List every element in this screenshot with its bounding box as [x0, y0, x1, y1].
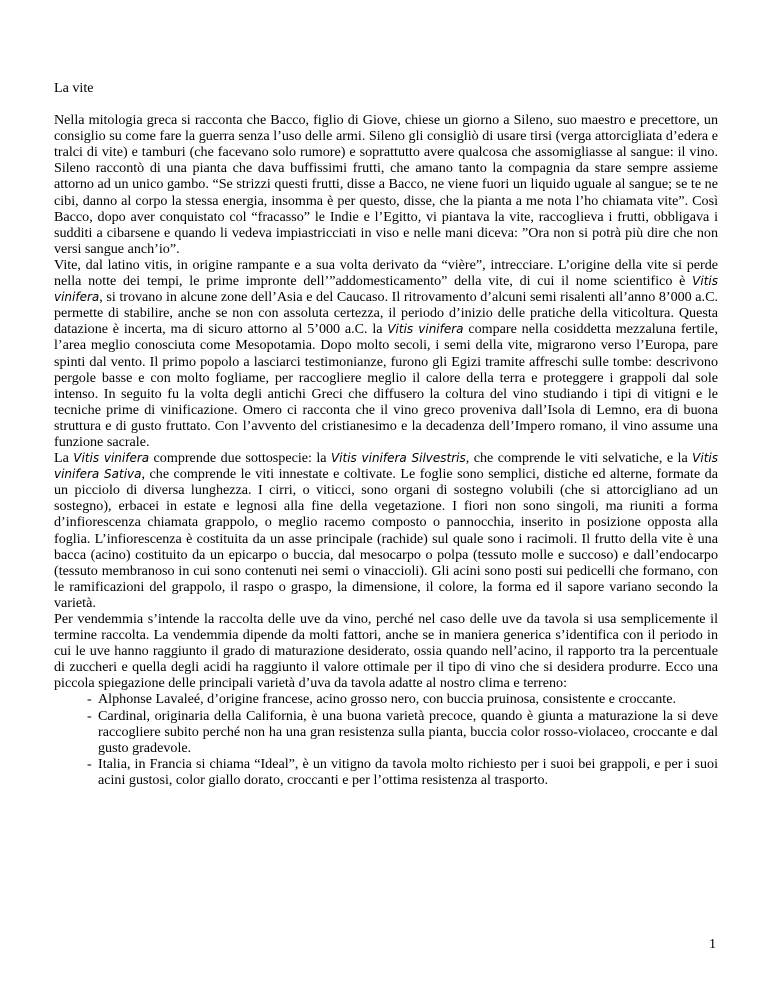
list-item-text: Italia, in Francia si chiama “Ideal”, è un vitigno da tavola molto richiesto per i suoi bei grappoli, e per i suoi acini gustosi, color giallo dorato, croccanti e per l’ottima resistenza al trasporto.	[98, 755, 718, 788]
list-dash: -	[87, 691, 92, 708]
text-span: La	[54, 450, 74, 467]
text-span: , che comprende le viti selvatiche, e la	[465, 450, 693, 467]
list-item-text: Alphonse Lavaleé, d’origine francese, acino grosso nero, con buccia pruinosa, consistente e croccante.	[98, 691, 677, 708]
text-span: , si trovano in alcune zone dell’Asia e del Caucaso. Il ritrovamento d’alcuni semi risalenti all’anno 8’000 a.C. permette di stabilire, anche se non con assoluta certezza, il periodo d’inizio delle pratiche della viticoltura. Questa datazione è incerta, ma di sicuro attorno al 5’000 a.C. la	[54, 289, 718, 338]
document-page	[54, 80, 718, 788]
paragraph-botany	[54, 450, 718, 611]
scientific-name: Vitis vinifera	[73, 451, 150, 466]
scientific-name: Vitis vinifera	[387, 322, 464, 337]
paragraph-origin	[54, 257, 718, 450]
scientific-name: Vitis vinifera Silvestris	[330, 451, 466, 466]
text-span: comprende due sottospecie: la	[149, 450, 331, 467]
text-span: compare nella cosiddetta mezzaluna fertile, l’area meglio conosciuta come Mesopotamia. Dopo molto secoli, i semi della vite, migrarono verso l’Europa, pare spinti dal vento. Il primo popolo a lasciarci testimonianze, furono gli Egizi tramite affreschi sulle tombe: descrivono pergole basse e con molto fogliame, per raccogliere meglio il calore della terra e proteggere i grappoli dal sole intenso. In seguito fu la volta degli antichi Greci che diffusero la coltura del vino studiando i tipi di vitigni e le tecniche prime di vinificazione. Omero ci racconta che il vino greco proveniva dall’Isola di Lemno, era di buona struttura e di gusto fruttato. Con l’avvento del cristianesimo e la decadenza dell’Impero romano, il vino assume una funzione sacrale.	[54, 321, 718, 450]
list-dash: -	[87, 707, 92, 724]
grape-variety-list	[54, 691, 718, 788]
scientific-name: Vitis vinifera	[54, 274, 718, 305]
paragraph-harvest: Per vendemmia s’intende la raccolta delle uve da vino, perché nel caso delle uve da tavola si usa semplicemente il termine raccolta. La vendemmia dipende da molti fattori, anche se in maniera generica s’identifica con il periodo in cui le uve hanno raggiunto il grado di maturazione desiderato, ossia quando nell’acino, il rapporto tra la percentuale di zuccheri e quella degli acidi ha raggiunto il valore ottimale per il tipo di vino che si desidera produrre. Ecco una piccola spiegazione delle principali varietà d’uva da tavola adatte al nostro clima e terreno:	[54, 611, 718, 692]
list-dash: -	[87, 755, 92, 772]
document-title: La vite	[54, 80, 94, 96]
list-item	[54, 691, 718, 707]
scientific-name: Vitis vinifera Sativa	[54, 451, 718, 482]
text-span: Vite, dal latino vitis, in origine rampante e a sua volta derivato da “vière”, intrecciare. L’origine della vite si perde nella notte dei tempi, le prime impronte dell’”addomesticamento” della vite, di cui il nome scientifico è	[54, 256, 718, 290]
list-item	[54, 708, 718, 756]
list-item-text: Cardinal, originaria della California, è una buona varietà precoce, quando è giunta a maturazione la si deve raccogliere subito perché non ha una gran resistenza sulla pianta, buccia color rosso-violaceo, croccante e dal gusto gradevole.	[98, 707, 718, 756]
text-span: , che comprende le viti innestate e coltivate. Le foglie sono semplici, distiche ed alterne, formate da un picciolo di diversa lunghezza. I cirri, o viticci, sono organi di sostegno volubili (che si attorcigliano ad un sostegno), erbacei in estate e legnosi alla fine della vegetazione. I fiori non sono singoli, ma riuniti a forma d’infiorescenza chiamata grappolo, o meglio racemo composto o pannocchia, inserito in posizione opposta alla foglia. L’infiorescenza è costituita da un asse principale (rachide) sul quale sono i racimoli. Il frutto della vite è una bacca (acino) costituito da un epicarpo o buccia, dal mesocarpo o polpa (tessuto molle e succoso) e dall’endocarpo (tessuto membranoso in cui sono contenuti nei semi o vinaccioli). Gli acini sono posti sui pedicelli che formano, con le ramificazioni del grappolo, il raspo o graspo, la dimensione, il colore, la forma ed il sapore variano secondo la varietà.	[54, 466, 718, 611]
paragraph-mythology: Nella mitologia greca si racconta che Bacco, figlio di Giove, chiese un giorno a Sileno, suo maestro e precettore, un consiglio su come fare la guerra senza l’uso delle armi. Sileno gli consigliò di usare tirsi (verga attorcigliata d’edera e tralci di vite) e tamburi (che facevano solo rumore) e soprattutto avere qualcosa che assomigliasse al sangue: il vino. Sileno raccontò di una pianta che dava buffissimi frutti, che amano tanto la compagnia da stare sempre assieme attorno ad un unico gambo. “Se strizzi questi frutti, disse a Bacco, ne viene fuori un liquido uguale al sangue; se te ne cibi, danno al corpo la stessa energia, insomma è per questo, disse, che la pianta a me nota l’ho chiamata vite”. Così Bacco, dopo aver conquistato col “fracasso” le Indie e l’Egitto, vi piantava la vite, raccoglieva i frutti, obbligava i sudditi a cibarsene e quando li vedeva impiastricciati in viso e nelle mani diceva: ”Ora non si potrà più dire che non versi sangue anch’io”.	[54, 112, 718, 257]
page-number: 1	[708, 936, 716, 952]
list-item	[54, 756, 718, 788]
